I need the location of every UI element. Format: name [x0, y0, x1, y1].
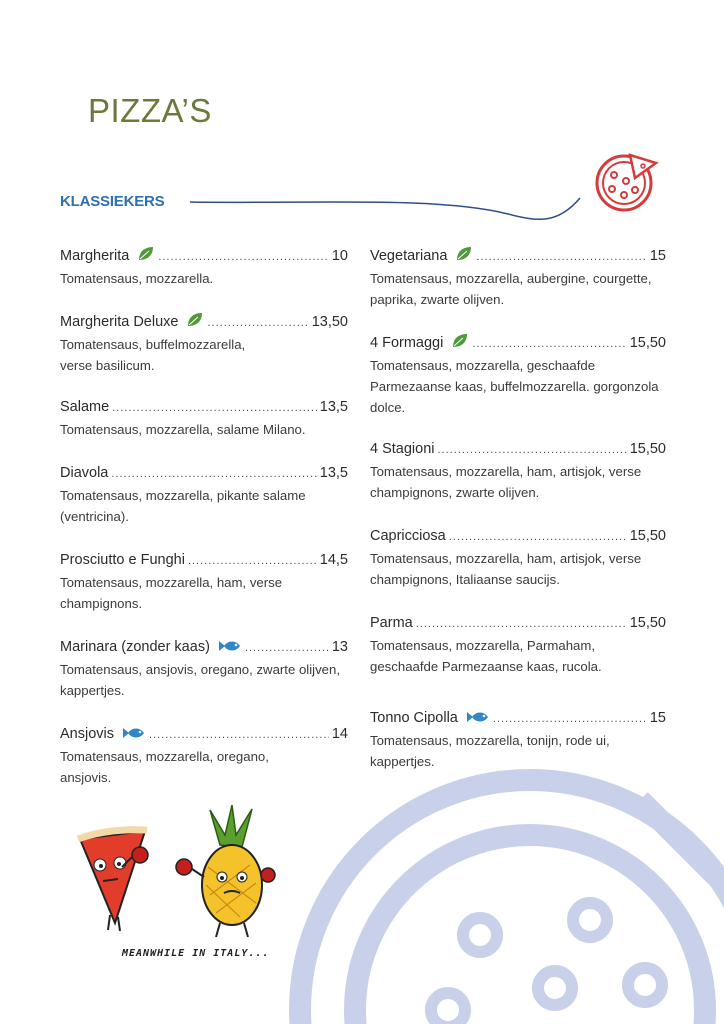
- item-price: 13,5: [319, 399, 348, 415]
- item-price: 14: [331, 726, 348, 742]
- pineapple-character: [176, 805, 275, 937]
- illustration-caption: MEANWHILE IN ITALY...: [122, 948, 270, 959]
- dot-leader: [207, 313, 308, 334]
- section-heading: KLASSIEKERS: [60, 193, 165, 210]
- dot-leader: [438, 440, 627, 461]
- pizza-character: [78, 830, 148, 931]
- wave-divider: [188, 188, 588, 228]
- item-name: Margherita: [60, 248, 130, 264]
- dot-leader: [188, 551, 317, 572]
- item-price: 15,50: [629, 441, 666, 457]
- dot-leader: [112, 398, 317, 419]
- menu-item-prosciutto-e-funghi: [60, 550, 348, 637]
- pizza-vs-pineapple-illustration: [70, 805, 280, 945]
- menu-item-margherita-deluxe: [60, 310, 348, 397]
- dot-leader: [245, 638, 329, 659]
- item-price: 15: [649, 248, 666, 264]
- item-description: Tomatensaus, mozzarella, aubergine, courgette, paprika, zwarte olijven.: [370, 271, 652, 307]
- item-name: Vegetariana: [370, 248, 448, 264]
- item-description: Tomatensaus, mozzarella, oregano, ansjovis.: [60, 749, 269, 785]
- item-name: Margherita Deluxe: [60, 314, 179, 330]
- item-description: Tomatensaus, ansjovis, oregano, zwarte olijven, kappertjes.: [60, 662, 341, 698]
- dot-leader: [149, 725, 329, 746]
- menu-item-margherita: [60, 244, 348, 310]
- fish-icon: [218, 639, 242, 653]
- leaf-icon: [451, 333, 469, 349]
- item-price: 13: [331, 639, 348, 655]
- item-name: Parma: [370, 615, 413, 631]
- menu-item-4-stagioni: [370, 439, 666, 526]
- menu-item-capricciosa: [370, 526, 666, 613]
- item-name: Diavola: [60, 465, 109, 481]
- menu-item-ansjovis: [60, 724, 348, 794]
- menu-item-marinara: [60, 637, 348, 724]
- menu-item-4-formaggi: [370, 331, 666, 439]
- item-name: Salame: [60, 399, 110, 415]
- dot-leader: [476, 247, 646, 268]
- item-name: Marinara (zonder kaas): [60, 639, 210, 655]
- item-price: 14,5: [319, 552, 348, 568]
- leaf-icon: [455, 246, 473, 262]
- item-description: Tomatensaus, mozzarella, ham, artisjok, verse champignons, zwarte olijven.: [370, 464, 642, 500]
- dot-leader: [111, 464, 316, 485]
- dot-leader: [449, 527, 627, 548]
- background-pizza-icon: [280, 760, 724, 1024]
- item-price: 10: [331, 248, 348, 264]
- item-price: 15: [649, 710, 666, 726]
- fish-icon: [122, 726, 146, 740]
- menu-item-diavola: [60, 463, 348, 550]
- item-name: Prosciutto e Funghi: [60, 552, 185, 568]
- leaf-icon: [186, 312, 204, 328]
- pizza-slice-icon: [590, 145, 660, 215]
- dot-leader: [416, 614, 627, 635]
- item-name: Tonno Cipolla: [370, 710, 458, 726]
- item-description: Tomatensaus, mozzarella, tonijn, rode ui, kappertjes.: [370, 733, 610, 769]
- item-price: 15,50: [629, 528, 666, 544]
- item-name: Capricciosa: [370, 528, 446, 544]
- item-description: Tomatensaus, mozzarella, ham, verse champignons.: [60, 575, 283, 611]
- item-description: Tomatensaus, mozzarella, ham, artisjok, verse champignons, Italiaanse saucijs.: [370, 551, 642, 587]
- item-description: Tomatensaus, mozzarella, geschaafde Parmezaanse kaas, buffelmozzarella. gorgonzola dolce.: [370, 358, 659, 415]
- menu-item-parma: [370, 613, 666, 708]
- item-price: 15,50: [629, 615, 666, 631]
- item-name: 4 Stagioni: [370, 441, 435, 457]
- leaf-icon: [137, 246, 155, 262]
- page-title: PIZZA’S: [88, 92, 212, 129]
- item-name: Ansjovis: [60, 726, 114, 742]
- item-description: Tomatensaus, mozzarella, Parmaham, geschaafde Parmezaanse kaas, rucola.: [370, 638, 602, 674]
- fish-icon: [466, 710, 490, 724]
- menu-item-vegetariana: [370, 244, 666, 331]
- item-price: 15,50: [629, 335, 666, 351]
- item-description: Tomatensaus, mozzarella.: [60, 271, 214, 286]
- dot-leader: [493, 709, 647, 730]
- item-price: 13,50: [311, 314, 348, 330]
- item-description: Tomatensaus, mozzarella, pikante salame (ventricina).: [60, 488, 306, 524]
- dot-leader: [158, 247, 329, 268]
- item-price: 13,5: [319, 465, 348, 481]
- item-name: 4 Formaggi: [370, 335, 444, 351]
- item-description: Tomatensaus, buffelmozzarella, verse basilicum.: [60, 337, 246, 373]
- menu-item-tonno-cipolla: [370, 708, 666, 778]
- menu-column-left: [60, 244, 348, 794]
- dot-leader: [472, 334, 626, 355]
- menu-item-salame: [60, 397, 348, 463]
- item-description: Tomatensaus, mozzarella, salame Milano.: [60, 422, 306, 437]
- menu-column-right: [370, 244, 666, 778]
